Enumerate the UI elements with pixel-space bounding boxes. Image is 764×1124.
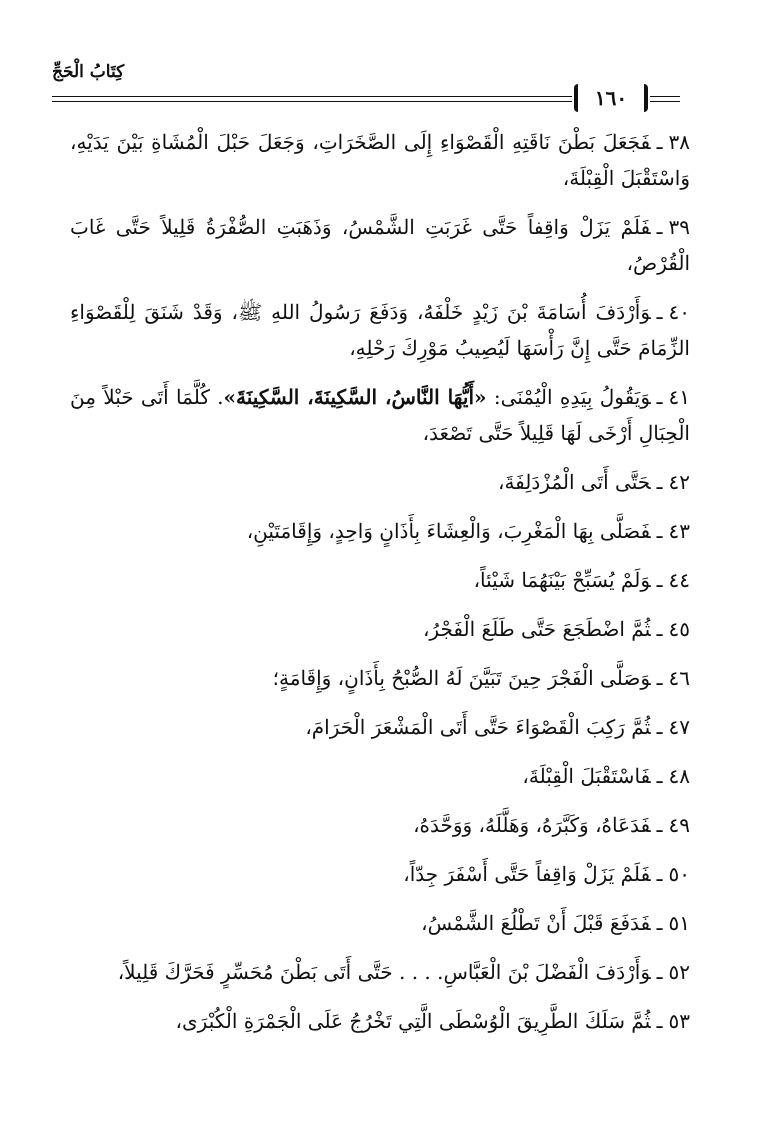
running-header-title: كِتَابُ الْحَجِّ: [52, 62, 125, 82]
list-item: ٥١ـفَدَفَعَ قَبْلَ أَنْ تَطْلُعَ الشَّمْسُ،: [421, 911, 690, 935]
entry-text: فَدَعَاهُ، وَكَبَّرَهُ، وَهَلَّلَهُ، وَوَحَّدَهُ،: [413, 813, 651, 837]
entry-number: ٤٠: [668, 300, 690, 324]
header-rule: [52, 96, 572, 97]
list-item: ٤٤ـوَلَمْ يُسَبِّحْ بَيْنَهُمَا شَيْئاً،: [473, 568, 690, 592]
list-item: ٤٢ـحَتَّى أَتَى الْمُزْدَلِفَةَ،: [497, 470, 690, 494]
list-item: ٤٣ـفَصَلَّى بِهَا الْمَغْرِبَ، وَالْعِشَاءَ بِأَذَانٍ وَاحِدٍ، وَإِقَامَتَيْنِ،: [246, 519, 690, 543]
entry-text: فَصَلَّى بِهَا الْمَغْرِبَ، وَالْعِشَاءَ بِأَذَانٍ وَاحِدٍ، وَإِقَامَتَيْنِ،: [246, 519, 651, 543]
entry-text-continued: . كُلَّمَا أَتَى حَبْلاً مِنَ الْحِبَالِ أَرْخَى لَهَا قَلِيلاً حَتَّى تَصْعَدَ،: [70, 385, 690, 445]
entry-number: ٤٨: [668, 764, 690, 788]
entry-text: وَأَرْدَفَ أُسَامَةَ بْنَ زَيْدٍ خَلْفَهُ، وَدَفَعَ رَسُولُ اللهِ ﷺ، وَقَدْ شَنَقَ لِلْقَصْوَاءِ الزِّمَامَ حَتَّى إِنَّ رَأْسَهَا لَيُصِيبُ مَوْرِكَ رَحْلِهِ،: [70, 300, 690, 360]
list-item: ٤٧ـثُمَّ رَكِبَ الْقَصْوَاءَ حَتَّى أَتَى الْمَشْعَرَ الْحَرَامَ،: [305, 715, 690, 739]
entry-number: ٤٢: [668, 470, 690, 494]
list-item: ٤٠ـوَأَرْدَفَ أُسَامَةَ بْنَ زَيْدٍ خَلْفَهُ، وَدَفَعَ رَسُولُ اللهِ ﷺ، وَقَدْ شَنَقَ لِلْقَصْوَاءِ الزِّمَامَ حَتَّى إِنَّ رَأْسَهَا لَيُصِيبُ مَوْرِكَ رَحْلِهِ،: [70, 300, 690, 360]
entry-number: ٣٩: [668, 215, 690, 239]
entry-text: وَأَرْدَفَ الْفَضْلَ بْنَ الْعَبَّاسِ. . . . حَتَّى أَتَى بَطْنَ مُحَسِّرٍ فَحَرَّكَ قَلِيلاً،: [117, 960, 651, 984]
entry-text: فَدَفَعَ قَبْلَ أَنْ تَطْلُعَ الشَّمْسُ،: [421, 911, 651, 935]
list-item: ٤٩ـفَدَعَاهُ، وَكَبَّرَهُ، وَهَلَّلَهُ، وَوَحَّدَهُ،: [413, 813, 690, 837]
entry-number: ٤٩: [668, 813, 690, 837]
list-item: ٥٣ـثُمَّ سَلَكَ الطَّرِيقَ الْوُسْطَى الَّتِي تَخْرُجُ عَلَى الْجَمْرَةِ الْكُبْرَى،: [175, 1009, 690, 1033]
page-number: ١٦٠: [574, 84, 648, 112]
entry-number: ٤٣: [668, 519, 690, 543]
list-item: ٥٠ـفَلَمْ يَزَلْ وَاقِفاً حَتَّى أَسْفَرَ جِدّاً،: [403, 862, 690, 886]
entry-number: ٤١: [668, 385, 690, 409]
entry-number: ٥٢: [668, 960, 690, 984]
entry-text: ثُمَّ اضْطَجَعَ حَتَّى طَلَعَ الْفَجْرُ،: [422, 617, 651, 641]
entry-number: ٥٣: [668, 1009, 690, 1033]
list-item: ٣٩ـفَلَمْ يَزَلْ وَاقِفاً حَتَّى غَرَبَتِ الشَّمْسُ، وَذَهَبَتِ الصُّفْرَةُ قَلِيلاً حَتَّى غَابَ الْقُرْصُ،: [70, 215, 690, 275]
entry-number: ٤٦: [668, 666, 690, 690]
entry-text: وَلَمْ يُسَبِّحْ بَيْنَهُمَا شَيْئاً،: [473, 568, 651, 592]
list-item: ٤٥ـثُمَّ اضْطَجَعَ حَتَّى طَلَعَ الْفَجْرُ،: [422, 617, 690, 641]
entry-number: ٥٠: [668, 862, 690, 886]
entry-number: ٤٧: [668, 715, 690, 739]
entry-text: ثُمَّ رَكِبَ الْقَصْوَاءَ حَتَّى أَتَى الْمَشْعَرَ الْحَرَامَ،: [305, 715, 651, 739]
header-rule: [650, 96, 680, 97]
quoted-speech: «أَيُّهَا النَّاسُ، السَّكِينَةَ، السَّكِينَةَ»: [223, 385, 487, 409]
entry-text: فَاسْتَقْبَلَ الْقِبْلَةَ،: [522, 764, 651, 788]
entry-number: ٥١: [668, 911, 690, 935]
entry-text: وَصَلَّى الْفَجْرَ حِينَ تَبَيَّنَ لَهُ الصُّبْحُ بِأَذَانٍ، وَإِقَامَةٍ؛: [272, 666, 651, 690]
header-rule: [52, 101, 572, 102]
entry-number: ٣٨: [668, 130, 690, 154]
entry-text: فَلَمْ يَزَلْ وَاقِفاً حَتَّى أَسْفَرَ جِدّاً،: [403, 862, 651, 886]
entry-text: ثُمَّ سَلَكَ الطَّرِيقَ الْوُسْطَى الَّتِي تَخْرُجُ عَلَى الْجَمْرَةِ الْكُبْرَى،: [175, 1009, 651, 1033]
entry-number: ٤٤: [668, 568, 690, 592]
entry-number: ٤٥: [668, 617, 690, 641]
list-item: ٣٨ـفَجَعَلَ بَطْنَ نَاقَتِهِ الْقَصْوَاءِ إِلَى الصَّخَرَاتِ، وَجَعَلَ حَبْلَ الْمُشَاةِ بَيْنَ يَدَيْهِ، وَاسْتَقْبَلَ الْقِبْلَةَ،: [70, 130, 690, 190]
entry-text: فَلَمْ يَزَلْ وَاقِفاً حَتَّى غَرَبَتِ الشَّمْسُ، وَذَهَبَتِ الصُّفْرَةُ قَلِيلاً حَتَّى غَابَ الْقُرْصُ،: [70, 215, 690, 275]
entry-text: حَتَّى أَتَى الْمُزْدَلِفَةَ،: [497, 470, 651, 494]
list-item: ٤٨ـفَاسْتَقْبَلَ الْقِبْلَةَ،: [522, 764, 690, 788]
entry-text: فَجَعَلَ بَطْنَ نَاقَتِهِ الْقَصْوَاءِ إِلَى الصَّخَرَاتِ، وَجَعَلَ حَبْلَ الْمُشَاةِ بَيْنَ يَدَيْهِ، وَاسْتَقْبَلَ الْقِبْلَةَ،: [70, 130, 690, 190]
list-item: ٤١ـوَيَقُولُ بِيَدِهِ الْيُمْنَى: «أَيُّهَا النَّاسُ، السَّكِينَةَ، السَّكِينَةَ». كُلَّمَا أَتَى حَبْلاً مِنَ الْحِبَالِ أَرْخَى لَهَا قَلِيلاً حَتَّى تَصْعَدَ،: [70, 385, 690, 445]
header-rule: [650, 101, 680, 102]
entries-list: [70, 124, 690, 1052]
entry-text: وَيَقُولُ بِيَدِهِ الْيُمْنَى:: [486, 385, 651, 409]
list-item: ٥٢ـوَأَرْدَفَ الْفَضْلَ بْنَ الْعَبَّاسِ. . . . حَتَّى أَتَى بَطْنَ مُحَسِّرٍ فَحَرَّكَ قَلِيلاً،: [117, 960, 690, 984]
list-item: ٤٦ـوَصَلَّى الْفَجْرَ حِينَ تَبَيَّنَ لَهُ الصُّبْحُ بِأَذَانٍ، وَإِقَامَةٍ؛: [272, 666, 690, 690]
